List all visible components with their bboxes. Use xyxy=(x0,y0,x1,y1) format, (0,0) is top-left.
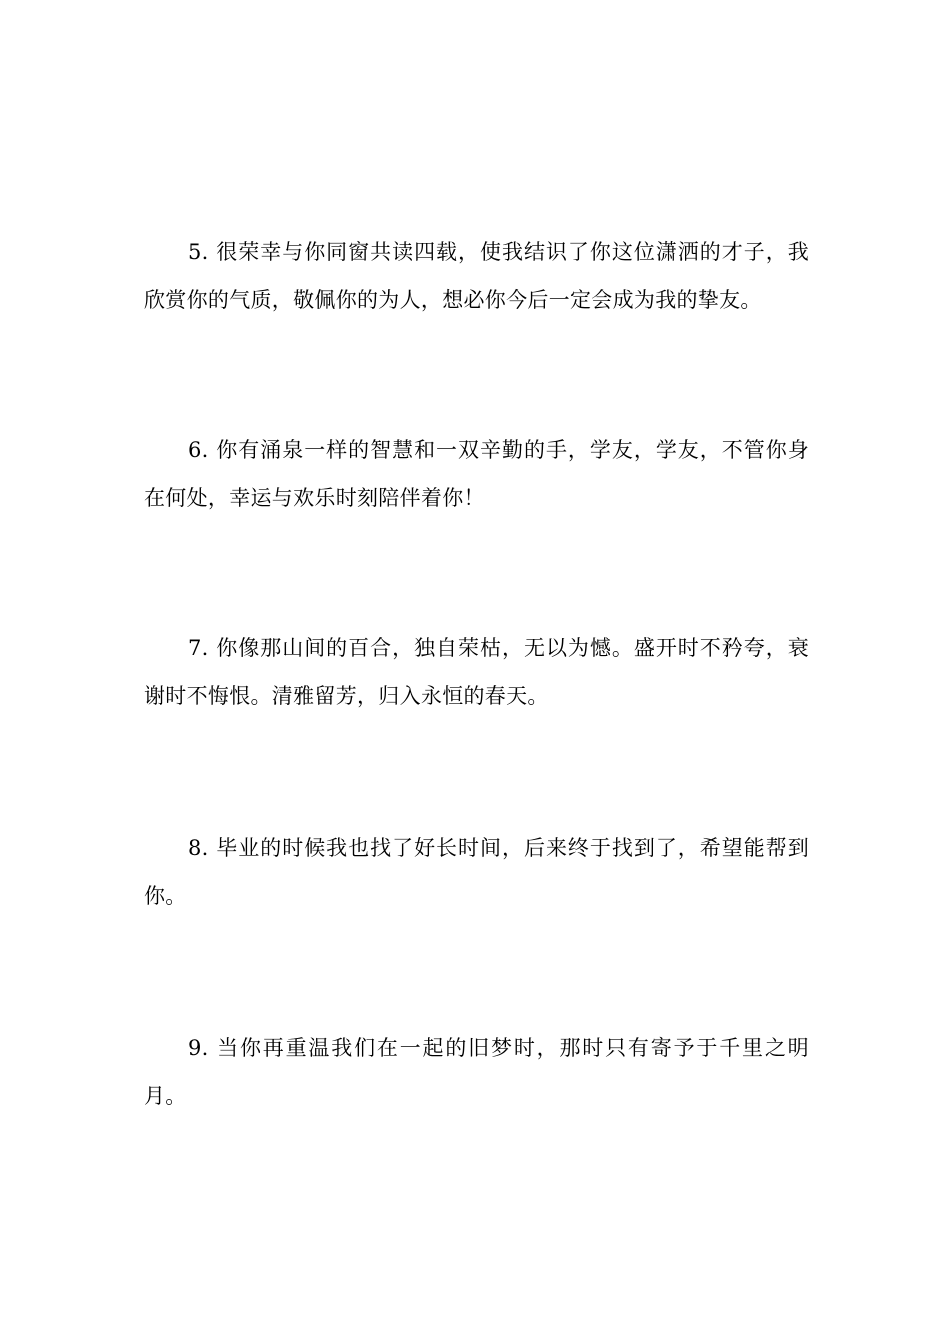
paragraph-7: 7. 你像那山间的百合，独自荣枯，无以为憾。盛开时不矜夸，衰谢时不悔恨。清雅留芳，归入永恒的春天。 xyxy=(144,636,809,708)
paragraph-6: 6. 你有涌泉一样的智慧和一双辛勤的手，学友，学友，不管你身在何处，幸运与欢乐时刻陪伴着你！ xyxy=(144,438,809,510)
paragraph-9: 9. 当你再重温我们在一起的旧梦时，那时只有寄予于千里之明月。 xyxy=(144,1036,809,1108)
paragraph-8: 8. 毕业的时候我也找了好长时间，后来终于找到了，希望能帮到你。 xyxy=(144,836,809,908)
paragraph-5: 5. 很荣幸与你同窗共读四载，使我结识了你这位潇洒的才子，我欣赏你的气质，敬佩你的为人，想必你今后一定会成为我的挚友。 xyxy=(144,240,809,312)
